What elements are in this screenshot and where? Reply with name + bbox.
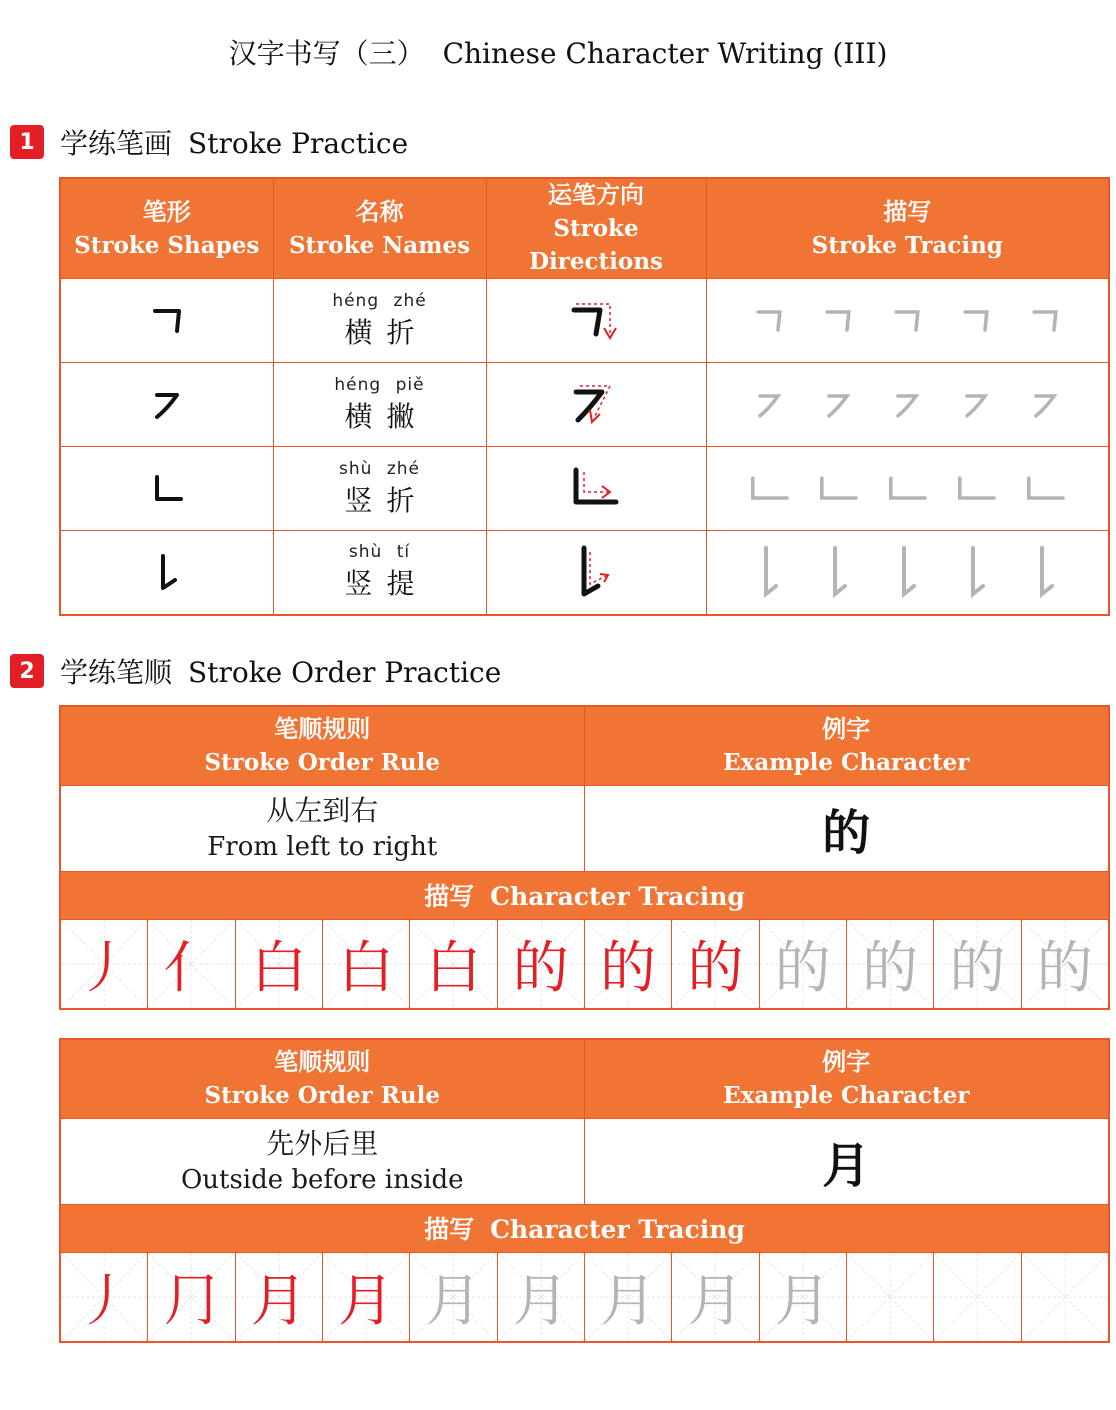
tracing-cell xyxy=(847,920,934,1008)
tracing-cell xyxy=(323,920,410,1008)
rule-cn: 从左到右 xyxy=(266,794,379,827)
shu-ti-stroke-icon xyxy=(147,550,187,594)
shu-zhe-trace-icon xyxy=(952,471,1000,507)
header-example-character xyxy=(584,706,1109,785)
tracing-character: 丿 xyxy=(76,935,133,1001)
tracing-cell xyxy=(760,920,847,1008)
stroke-direction-shu-ti xyxy=(486,531,706,615)
stroke-name-pinyin: shù tí xyxy=(348,542,411,563)
header-cn: 例字 xyxy=(822,1047,871,1076)
tracing-character: 月 xyxy=(774,1268,831,1334)
tracing-grid xyxy=(60,919,1109,1009)
tracing-character: 的 xyxy=(1036,935,1093,1001)
tracing-cell xyxy=(148,1253,235,1341)
stroke-name-cn: 横撇 xyxy=(344,399,429,433)
tracing-cell xyxy=(1022,920,1108,1008)
example-character: 月 xyxy=(822,1137,871,1194)
heng-zhe-direction-icon xyxy=(566,296,626,346)
stroke-name-cell xyxy=(273,531,486,615)
heng-pie-direction-icon xyxy=(566,380,626,430)
tracing-cell xyxy=(934,1253,1021,1341)
tracing-label-en: Character Tracing xyxy=(490,882,745,911)
stroke-name-cell xyxy=(273,279,486,363)
section-2-heading xyxy=(10,653,501,689)
grid-guide-lines xyxy=(847,1253,933,1341)
heng-zhe-trace-icon xyxy=(889,303,925,339)
header-en: Stroke Order Rule xyxy=(204,1081,440,1109)
header-stroke-order-rule xyxy=(60,706,584,785)
heng-pie-trace-icon xyxy=(889,387,925,423)
tracing-character: 白 xyxy=(425,935,482,1001)
tracing-cell xyxy=(148,920,235,1008)
heng-zhe-stroke-icon xyxy=(147,301,187,341)
shu-zhe-trace-icon xyxy=(745,471,793,507)
header-stroke-shapes xyxy=(60,178,273,279)
section-1-heading xyxy=(10,124,408,160)
heng-pie-trace-icon xyxy=(751,387,787,423)
tracing-character: 白 xyxy=(338,935,395,1001)
stroke-row xyxy=(60,447,1109,531)
page-title-cn: 汉字书写（三） xyxy=(228,37,425,70)
shu-zhe-direction-icon xyxy=(566,464,626,514)
stroke-direction-shu-zhe xyxy=(486,447,706,531)
tracing-cell xyxy=(61,1253,148,1341)
header-cn: 运笔方向 xyxy=(548,181,644,209)
section-number-badge: 1 xyxy=(10,125,44,159)
character-tracing-header xyxy=(60,1204,1109,1252)
tracing-label-en: Character Tracing xyxy=(490,1215,745,1244)
tracing-cell xyxy=(323,1253,410,1341)
header-en: Example Character xyxy=(723,1081,970,1109)
stroke-name-pinyin: shù zhé xyxy=(339,458,420,479)
stroke-name-cn: 竖提 xyxy=(344,567,429,601)
tracing-cell xyxy=(61,920,148,1008)
tracing-character: 丿 xyxy=(76,1268,133,1334)
header-en: Stroke Order Rule xyxy=(204,748,440,776)
tracing-cell xyxy=(672,920,759,1008)
tracing-character: 月 xyxy=(250,1268,307,1334)
stroke-shape-shu-ti xyxy=(60,531,273,615)
header-cn: 名称 xyxy=(355,197,404,226)
stroke-direction-heng-pie xyxy=(486,363,706,447)
shu-ti-direction-icon xyxy=(566,542,626,602)
header-en: Example Character xyxy=(723,748,970,776)
tracing-cell xyxy=(934,920,1021,1008)
example-character-cell xyxy=(584,1118,1109,1204)
header-cn: 描写 xyxy=(883,197,932,226)
tian-grid-row xyxy=(61,920,1108,1008)
stroke-row xyxy=(60,531,1109,615)
grid-guide-lines xyxy=(1022,1253,1108,1341)
example-character-cell xyxy=(584,785,1109,871)
tracing-character: 月 xyxy=(425,1268,482,1334)
tracing-cell xyxy=(760,1253,847,1341)
header-stroke-names xyxy=(273,178,486,279)
tracing-cell xyxy=(410,1253,497,1341)
tracing-character: 的 xyxy=(862,935,919,1001)
section-2-title xyxy=(60,651,501,691)
header-cn: 笔顺规则 xyxy=(274,1047,371,1076)
shu-ti-trace-icon xyxy=(754,544,784,600)
stroke-order-block xyxy=(59,1038,1110,1343)
tracing-character: 月 xyxy=(687,1268,744,1334)
tracing-cell xyxy=(1022,1253,1108,1341)
stroke-order-block xyxy=(59,705,1110,1010)
tracing-character: 月 xyxy=(600,1268,657,1334)
shu-ti-trace-icon xyxy=(961,544,991,600)
header-en: Stroke Directions xyxy=(529,215,663,275)
heng-pie-trace-icon xyxy=(958,387,994,423)
stroke-shape-heng-zhe xyxy=(60,279,273,363)
stroke-row xyxy=(60,363,1109,447)
stroke-shape-shu-zhe xyxy=(60,447,273,531)
stroke-practice-table xyxy=(59,177,1110,616)
shu-zhe-stroke-icon xyxy=(147,469,187,509)
heng-zhe-trace-icon xyxy=(958,303,994,339)
section-1-title-en: Stroke Practice xyxy=(188,127,409,160)
section-2-title-cn: 学练笔顺 xyxy=(60,656,173,689)
shu-zhe-trace-icon xyxy=(1021,471,1069,507)
page-title xyxy=(0,32,1116,72)
stroke-name-pinyin: héng zhé xyxy=(332,290,427,311)
tracing-label-cn: 描写 xyxy=(424,882,475,911)
header-en: Stroke Shapes xyxy=(74,231,260,259)
tracing-character: 的 xyxy=(687,935,744,1001)
character-tracing-header xyxy=(60,871,1109,919)
header-cn: 笔形 xyxy=(142,197,191,226)
tracing-character: 的 xyxy=(949,935,1006,1001)
stroke-tracing-cell xyxy=(706,531,1109,615)
stroke-order-rule xyxy=(60,1118,584,1204)
tracing-cell xyxy=(498,1253,585,1341)
stroke-tracing-cell xyxy=(706,447,1109,531)
stroke-row xyxy=(60,279,1109,363)
example-character: 的 xyxy=(822,804,871,861)
tracing-character: ⺆ xyxy=(163,1268,220,1334)
shu-zhe-trace-icon xyxy=(814,471,862,507)
tracing-character: 白 xyxy=(250,935,307,1001)
shu-ti-trace-icon xyxy=(823,544,853,600)
header-cn: 笔顺规则 xyxy=(274,714,371,743)
header-stroke-order-rule xyxy=(60,1039,584,1118)
heng-zhe-trace-icon xyxy=(751,303,787,339)
section-1-title-cn: 学练笔画 xyxy=(60,127,173,160)
stroke-name-cell xyxy=(273,447,486,531)
heng-zhe-trace-icon xyxy=(1027,303,1063,339)
stroke-tracing-cell xyxy=(706,363,1109,447)
stroke-name-cn: 横折 xyxy=(344,315,429,349)
stroke-order-rule xyxy=(60,785,584,871)
tracing-character: 的 xyxy=(512,935,569,1001)
stroke-name-cell xyxy=(273,363,486,447)
header-stroke-directions xyxy=(486,178,706,279)
heng-zhe-trace-icon xyxy=(820,303,856,339)
tian-grid-row xyxy=(61,1253,1108,1341)
tracing-cell xyxy=(236,920,323,1008)
page-title-en: Chinese Character Writing (III) xyxy=(442,37,888,70)
tracing-cell xyxy=(585,920,672,1008)
tracing-label-cn: 描写 xyxy=(424,1215,475,1244)
grid-guide-lines xyxy=(934,1253,1020,1341)
header-cn: 例字 xyxy=(822,714,871,743)
header-stroke-tracing xyxy=(706,178,1109,279)
shu-ti-trace-icon xyxy=(892,544,922,600)
heng-pie-trace-icon xyxy=(1027,387,1063,423)
header-en: Stroke Names xyxy=(288,231,471,259)
tracing-character: 月 xyxy=(338,1268,395,1334)
section-2-title-en: Stroke Order Practice xyxy=(188,656,502,689)
tracing-cell xyxy=(847,1253,934,1341)
stroke-name-pinyin: héng piě xyxy=(334,374,425,395)
tracing-cell xyxy=(585,1253,672,1341)
header-example-character xyxy=(584,1039,1109,1118)
tracing-character: 月 xyxy=(512,1268,569,1334)
section-1-title xyxy=(60,122,408,162)
header-en: Stroke Tracing xyxy=(811,231,1003,259)
heng-pie-stroke-icon xyxy=(147,385,187,425)
rule-en: From left to right xyxy=(207,832,438,862)
tracing-character: 亻 xyxy=(163,935,220,1001)
stroke-direction-heng-zhe xyxy=(486,279,706,363)
stroke-name-cn: 竖折 xyxy=(344,483,429,517)
stroke-shape-heng-pie xyxy=(60,363,273,447)
rule-en: Outside before inside xyxy=(180,1165,464,1195)
rule-cn: 先外后里 xyxy=(266,1127,379,1160)
tracing-cell xyxy=(498,920,585,1008)
tracing-character: 的 xyxy=(600,935,657,1001)
section-number-badge: 2 xyxy=(10,654,44,688)
tracing-cell xyxy=(236,1253,323,1341)
shu-zhe-trace-icon xyxy=(883,471,931,507)
stroke-tracing-cell xyxy=(706,279,1109,363)
shu-ti-trace-icon xyxy=(1030,544,1060,600)
heng-pie-trace-icon xyxy=(820,387,856,423)
tracing-cell xyxy=(410,920,497,1008)
tracing-grid xyxy=(60,1252,1109,1342)
tracing-character: 的 xyxy=(774,935,831,1001)
tracing-cell xyxy=(672,1253,759,1341)
